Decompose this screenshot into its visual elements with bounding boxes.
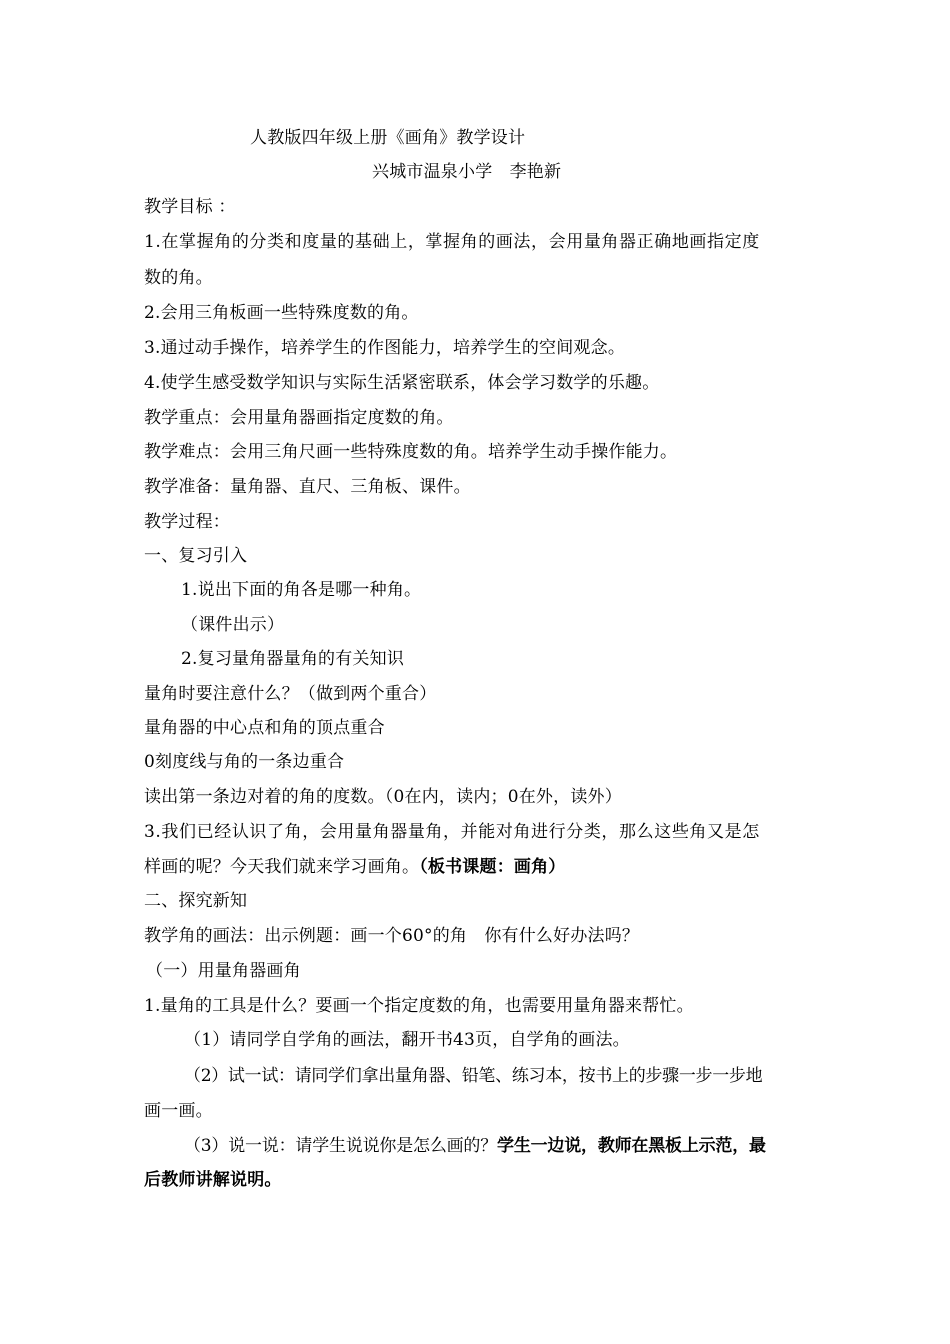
section-heading-objectives: 教学目标 ： bbox=[144, 197, 236, 217]
teaching-process-heading: 教学过程： bbox=[144, 512, 230, 532]
review-question: 量角时要注意什么？（做到两个重合） bbox=[144, 684, 437, 704]
step-3-demo-note: 学生一边说，教师在黑板上示范，最 bbox=[497, 1136, 766, 1156]
review-item-3-line-1: 3.我们已经认识了角，会用量角器量角，并能对角进行分类，那么这些角又是怎 bbox=[144, 822, 760, 842]
board-title-note: （板书课题：画角） bbox=[419, 857, 566, 877]
objective-3: 3.通过动手操作，培养学生的作图能力，培养学生的空间观念。 bbox=[144, 338, 626, 358]
step-3-explain-line-1 bbox=[184, 1136, 766, 1156]
review-item-3-line-2 bbox=[144, 857, 566, 877]
step-3-question: （3）说一说：请学生说说你是怎么画的？ bbox=[184, 1136, 498, 1156]
difficult-point: 教学难点：会用三角尺画一些特殊度数的角。培养学生动手操作能力。 bbox=[144, 442, 678, 462]
objective-2: 2.会用三角板画一些特殊度数的角。 bbox=[144, 303, 419, 323]
review-point-3: 读出第一条边对着的角的度数。（0在内，读内；0在外，读外） bbox=[144, 787, 622, 807]
review-courseware-note: （课件出示） bbox=[181, 615, 285, 635]
objective-1-line-2: 数的角。 bbox=[144, 268, 213, 288]
review-point-1: 量角器的中心点和角的顶点重合 bbox=[144, 718, 385, 738]
objective-4: 4.使学生感受数学知识与实际生活紧密联系，体会学习数学的乐趣。 bbox=[144, 373, 660, 393]
teaching-preparation: 教学准备：量角器、直尺、三角板、课件。 bbox=[144, 477, 471, 497]
step-1-self-study: （1）请同学自学角的画法，翻开书43页，自学角的画法。 bbox=[184, 1030, 630, 1050]
step-2-try-line-1: （2）试一试：请同学们拿出量角器、铅笔、练习本，按书上的步骤一步一步地 bbox=[184, 1066, 763, 1086]
review-item-1: 1.说出下面的角各是哪一种角。 bbox=[181, 580, 422, 600]
review-item-2: 2.复习量角器量角的有关知识 bbox=[181, 649, 405, 669]
step-2-try-line-2: 画一画。 bbox=[144, 1101, 213, 1121]
tool-question: 1.量角的工具是什么？要画一个指定度数的角，也需要用量角器来帮忙。 bbox=[144, 996, 694, 1016]
step-3-explain-line-2: 后教师讲解说明。 bbox=[144, 1170, 282, 1190]
objective-1-line-1: 1.在掌握角的分类和度量的基础上，掌握角的画法，会用量角器正确地画指定度 bbox=[144, 232, 760, 252]
document-title: 人教版四年级上册《画角》教学设计 bbox=[250, 128, 526, 148]
subsection-protractor-heading: （一）用量角器画角 bbox=[146, 961, 301, 981]
document-author: 兴城市温泉小学 李艳新 bbox=[372, 162, 562, 182]
section-review-heading: 一、复习引入 bbox=[144, 546, 248, 566]
section-explore-heading: 二、探究新知 bbox=[144, 891, 248, 911]
key-point: 教学重点：会用量角器画指定度数的角。 bbox=[144, 408, 454, 428]
example-prompt: 教学角的画法：出示例题：画一个60°的角 你有什么好办法吗？ bbox=[144, 926, 640, 946]
review-point-2: 0刻度线与角的一条边重合 bbox=[144, 752, 345, 772]
review-item-3-text: 样画的呢？今天我们就来学习画角。 bbox=[144, 857, 420, 877]
